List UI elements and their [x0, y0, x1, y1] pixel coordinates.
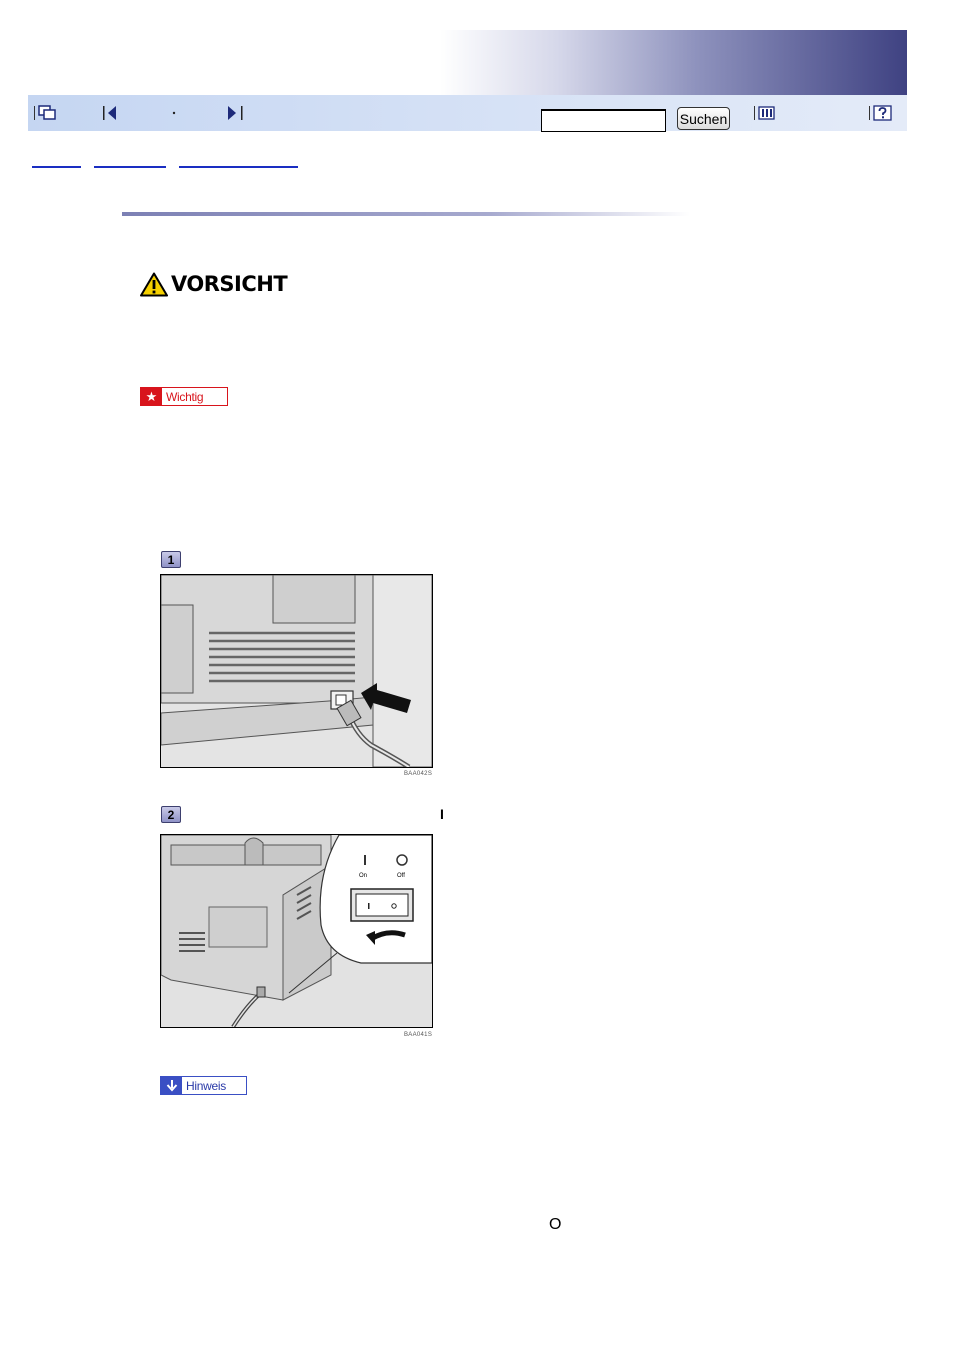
- search-input[interactable]: [541, 109, 666, 132]
- off-switch-symbol: O: [549, 1216, 562, 1233]
- header-banner: [440, 30, 907, 95]
- toolbar-separator: [34, 106, 35, 120]
- page-separator-dot: [171, 104, 177, 122]
- search-button[interactable]: Suchen: [677, 107, 730, 130]
- toolbar-separator: [754, 106, 755, 120]
- step-1-number: 1: [161, 551, 181, 568]
- power-switch-illustration: [161, 835, 432, 1027]
- toolbar: [28, 95, 907, 131]
- last-page-icon: [226, 105, 244, 121]
- caution-text: VORSICHT: [171, 272, 288, 296]
- dot-icon: [171, 110, 177, 116]
- help-button[interactable]: [869, 104, 893, 122]
- last-page-button[interactable]: [226, 104, 244, 122]
- windows-icon: [38, 105, 58, 121]
- contents-button[interactable]: [34, 104, 58, 122]
- help-icon: [873, 105, 893, 121]
- switch-off-label: Off: [397, 873, 405, 879]
- first-page-icon: [102, 105, 120, 121]
- breadcrumb-link-2[interactable]: [94, 166, 166, 168]
- star-icon: ★: [141, 388, 162, 405]
- toolbar-separator: [869, 106, 870, 120]
- switch-on-label: On: [359, 873, 368, 879]
- figure-2-code: BAA041S: [404, 1032, 433, 1038]
- power-switch-figure: [160, 834, 433, 1028]
- arrow-down-glyph: [166, 1079, 178, 1092]
- power-cord-figure: [160, 574, 433, 768]
- breadcrumb-link-1[interactable]: [32, 166, 81, 168]
- index-icon: [758, 105, 776, 121]
- step-2-number: 2: [161, 806, 181, 823]
- warning-icon: [140, 272, 168, 297]
- important-badge: [140, 387, 228, 406]
- breadcrumb-link-3[interactable]: [179, 166, 298, 168]
- note-badge: [160, 1076, 247, 1095]
- index-button[interactable]: [754, 104, 776, 122]
- note-badge-label: Hinweis: [182, 1077, 246, 1094]
- arrow-down-icon: [161, 1077, 182, 1094]
- caution-label: [140, 272, 287, 297]
- figure-1-code: BAA042S: [404, 771, 433, 777]
- on-switch-symbol: I: [440, 806, 444, 822]
- power-cord-illustration: [161, 575, 432, 767]
- important-badge-label: Wichtig: [162, 388, 227, 405]
- first-page-button[interactable]: [102, 104, 120, 122]
- section-title-rule: [122, 212, 690, 216]
